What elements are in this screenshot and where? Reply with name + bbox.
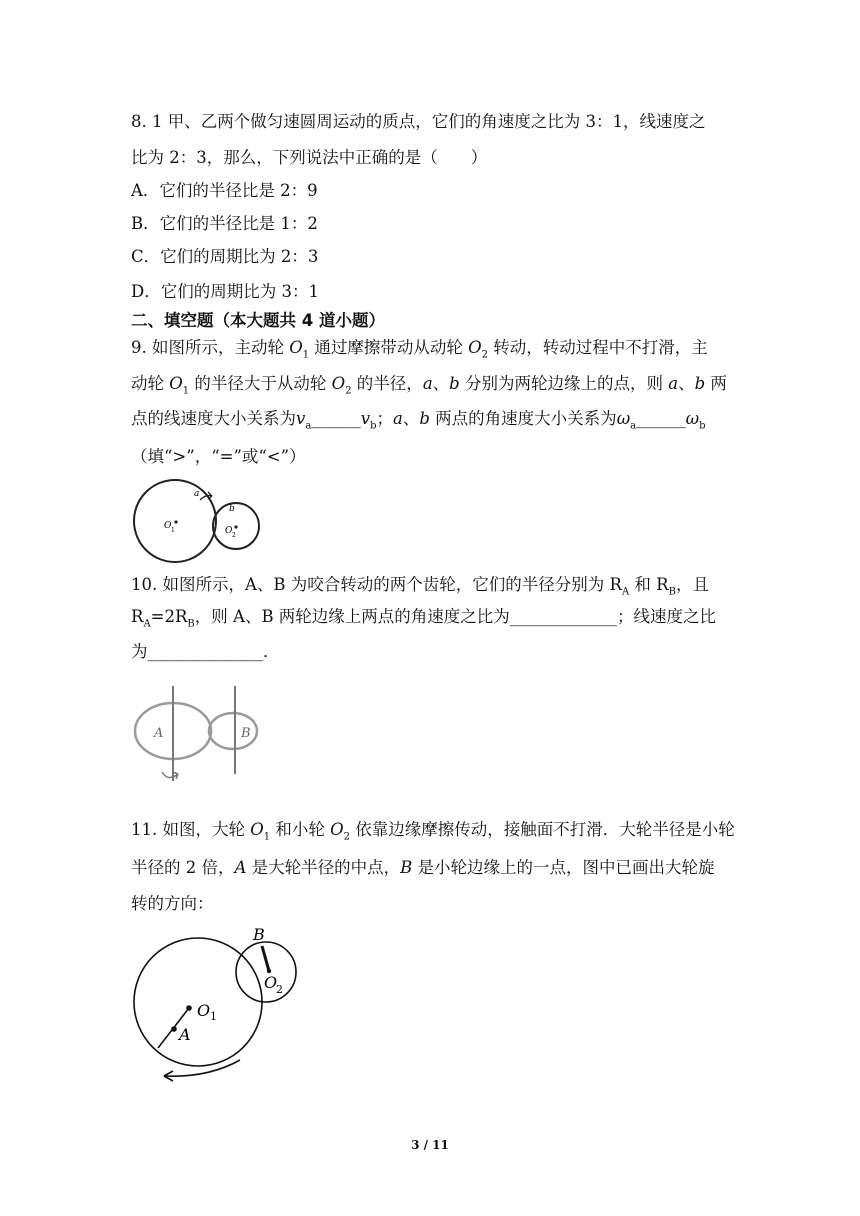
label-o1-sub: 1 xyxy=(210,1010,217,1023)
o1-center-dot xyxy=(186,1005,192,1011)
q9-line-3: 点的线速度大小关系为$v_a\_\_\_\_\_\_v_b$；a、b 两点的角速度大小关系为$\omega_a\_\_\_\_\_\_\omega_b$ xyxy=(131,409,706,432)
label-gear-a: A xyxy=(154,726,164,741)
label-b: B xyxy=(253,926,265,944)
q10-gears-figure xyxy=(128,686,273,786)
small-wheel-radius xyxy=(262,946,269,971)
q9-line-2: 动轮 $O_1$ 的半径大于从动轮 $O_2$ 的半径，a、b 分别为两轮边缘上的点，则 a、b 两 xyxy=(131,374,727,397)
label-o2-sub: 2 xyxy=(276,983,283,996)
q8-option-c: C．它们的周期比为 2：3 xyxy=(131,247,319,266)
label-o2: O xyxy=(225,526,233,536)
label-o1: O xyxy=(164,521,172,531)
q10-line-3: 为______________． xyxy=(131,642,280,661)
q11-line-2: 半径的 2 倍，A 是大轮半径的中点，B 是小轮边缘上的一点，图中已画出大轮旋 xyxy=(131,858,715,877)
q10-line-1: 10. 如图所示，A、B 为咬合转动的两个齿轮，它们的半径分别为 $R_A$ 和 $R_B$，且 xyxy=(131,575,709,598)
label-a: a xyxy=(194,489,200,499)
q9-friction-wheels-figure xyxy=(128,478,268,566)
q8-line-1: 8. 1 甲、乙两个做匀速圆周运动的质点，它们的角速度之比为 3：1，线速度之 xyxy=(131,112,706,131)
label-b: b xyxy=(229,504,235,514)
q8-line-2: 比为 2：3，那么，下列说法中正确的是（ ） xyxy=(131,148,488,167)
q10-line-2: $R_A=2R_B$，则 A、B 两轮边缘上两点的角速度之比为_____________；线速度之比 xyxy=(131,607,717,630)
page-number: 3 / 11 xyxy=(411,1138,449,1152)
o1-center-dot xyxy=(174,520,177,523)
q9-line-4: （填“>”，“=”或“<”） xyxy=(131,447,306,466)
label-o2: O xyxy=(264,973,278,992)
q11-wheels-figure xyxy=(128,926,308,1086)
q11-line-1: 11. 如图，大轮 $O_1$ 和小轮 $O_2$ 依靠边缘摩擦传动，接触面不打滑．大轮半径是小轮 xyxy=(131,820,735,843)
q8-option-b: B．它们的半径比是 1：2 xyxy=(131,214,318,233)
section-heading: 二、填空题（本大题共 4 道小题） xyxy=(131,311,385,330)
o2-center-dot xyxy=(234,525,237,528)
q8-option-d: D．它们的周期比为 3：1 xyxy=(131,282,319,301)
point-a-dot xyxy=(171,1026,177,1032)
label-a: A xyxy=(179,1025,191,1044)
label-o1: O xyxy=(197,1001,211,1020)
label-o2-sub: 2 xyxy=(232,532,236,539)
q11-line-3: 转的方向： xyxy=(131,894,214,913)
label-o1-sub: 1 xyxy=(171,527,175,534)
label-gear-b: B xyxy=(241,726,251,741)
q8-option-a: A．它们的半径比是 2：9 xyxy=(131,181,318,200)
small-wheel-circle xyxy=(236,942,296,1002)
q9-line-1: 9. 如图所示，主动轮 $O_1$ 通过摩擦带动从动轮 $O_2$ 转动，转动过程中不打滑，主 xyxy=(131,338,708,361)
